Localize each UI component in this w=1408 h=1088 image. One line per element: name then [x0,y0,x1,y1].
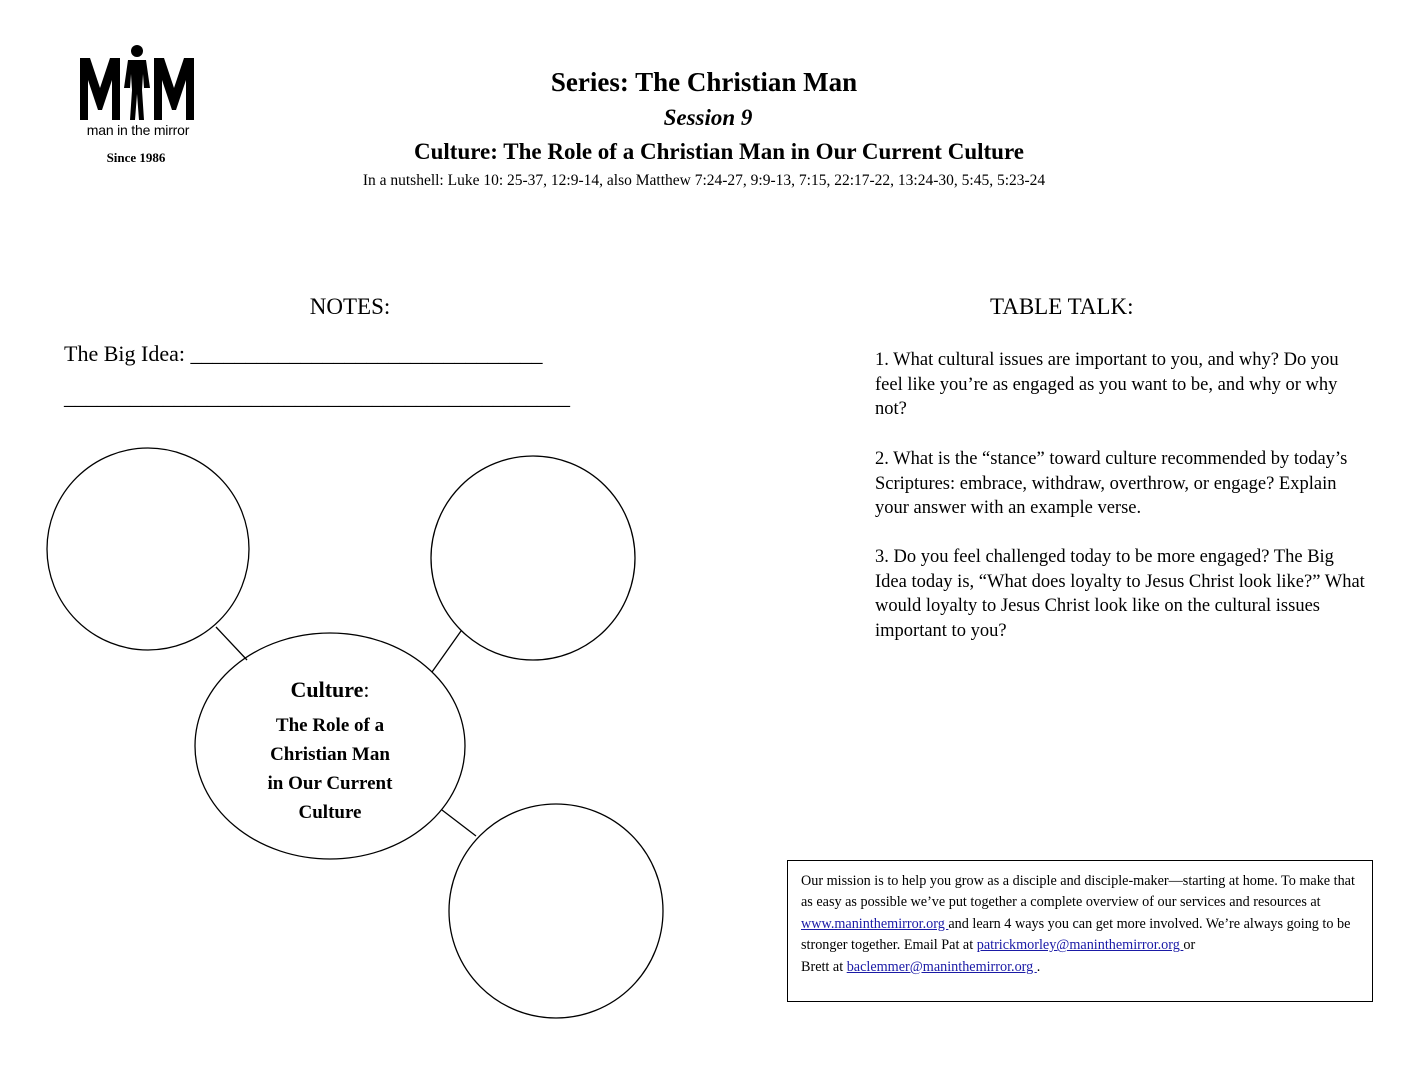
mission-text: or [1183,937,1196,954]
idea-circle-bottom-right [449,804,663,1018]
center-line: Culture [298,802,362,823]
big-idea-line: The Big Idea: ________________________________ [64,341,543,366]
connector-line [216,627,247,660]
table-talk-question-1: 1. What cultural issues are important to you, and why? Do you feel like you’re as engaged as you want to be, and why or why not? [875,350,1339,419]
notes-heading: NOTES: [309,294,391,319]
center-title-word: Culture [290,677,364,702]
since-label: Since 1986 [106,150,166,165]
center-line: in Our Current [267,773,393,794]
table-talk-heading: TABLE TALK: [990,294,1134,319]
connector-line [432,631,461,672]
website-link[interactable]: www.maninthemirror.org [801,915,949,932]
center-topic-text [232,677,428,827]
center-title [232,677,428,703]
mission-box [787,860,1373,1002]
center-title-colon: : [363,677,370,702]
mission-text: . [1036,958,1041,975]
brett-email-link[interactable]: baclemmer@maninthemirror.org [846,958,1037,975]
mission-text: Our mission is to help you grow as a disciple and disciple-maker—starting at home. To make that as easy as possible we’ve put together a complete overview of our services and resources at [801,873,1355,911]
nutshell-references: In a nutshell: Luke 10: 25-37, 12:9-14, also Matthew 7:24-27, 9:9-13, 7:15, 22:17-22, 13:24-30, 5:45, 5:23-24 [362,172,1046,189]
pat-email-link[interactable]: patrickmorley@maninthemirror.org [976,937,1184,954]
mission-text: and learn 4 ways you can get more involved. We’re always going to be stronger together. Email Pat at [801,915,1351,954]
idea-circle-top-left [47,448,249,650]
connector-line [442,810,476,836]
big-idea-blank-line: ______________________________________________ [64,384,570,409]
logo-caption: man in the mirror [86,122,190,138]
table-talk-question-2: 2. What is the “stance” toward culture recommended by today’s Scriptures: embrace, withdraw, overthrow, or engage? Explain your answer with an example verse. [875,449,1348,518]
center-line: Christian Man [270,744,390,765]
table-talk-question-3: 3. Do you feel challenged today to be more engaged? The Big Idea today is, “What does loyalty to Jesus Christ look like?” What would loyalty to Jesus Christ look like on the cultural issues important to you? [875,547,1365,641]
topic-title: Culture: The Role of a Christian Man in Our Current Culture [414,139,1024,164]
center-line: The Role of a [275,715,385,736]
series-title: Series: The Christian Man [550,67,858,97]
idea-circle-top-right [431,456,635,660]
session-label: Session 9 [663,105,753,130]
mission-text: Brett at [801,958,847,975]
